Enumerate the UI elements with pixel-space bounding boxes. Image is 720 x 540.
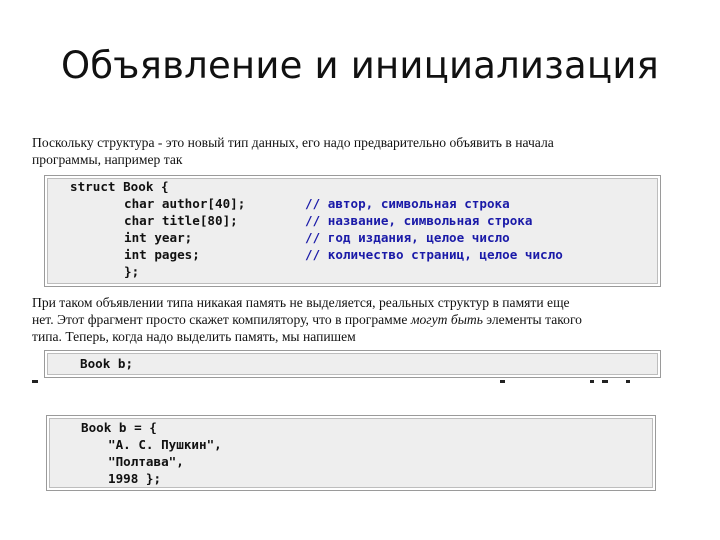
explanation-emphasis: могут быть (410, 312, 483, 327)
explanation-line-2-end: элементы такого (482, 312, 582, 327)
explanation-line-1: При таком объявлении типа никакая память не выделяется, реальных структур в памяти еще (32, 295, 570, 310)
struct-header: struct Book { (70, 179, 169, 194)
declare-statement: Book b; (80, 356, 134, 371)
intro-line-2: программы, например так (32, 152, 183, 167)
init-line-1: Book b = { (81, 420, 157, 435)
slide-title: Объявление и инициализация (60, 44, 660, 87)
explanation-line-3: типа. Теперь, когда надо выделить память, мы напишем (32, 329, 356, 344)
init-line-2: "А. С. Пушкин", (108, 437, 222, 452)
field-decl-title: char title[80]; (124, 213, 238, 228)
field-comment-year: // год издания, целое число (305, 230, 510, 245)
struct-code-block (44, 175, 661, 287)
explanation-line-2-start: нет. Этот фрагмент просто скажет компилятору, что в программе (32, 312, 411, 327)
intro-line-1: Поскольку структура - это новый тип данных, его надо предварительно объявить в начала (32, 135, 554, 150)
field-decl-author: char author[40]; (124, 196, 246, 211)
field-comment-title: // название, символьная строка (305, 213, 533, 228)
init-line-3: "Полтава", (108, 454, 184, 469)
init-line-4: 1998 }; (108, 471, 162, 486)
field-decl-pages: int pages; (124, 247, 200, 262)
init-code-block (46, 415, 656, 491)
field-comment-pages: // количество страниц, целое число (305, 247, 563, 262)
explanation-paragraph (32, 294, 672, 345)
field-decl-year: int year; (124, 230, 193, 245)
declare-code-block (44, 350, 661, 378)
cropped-text-fragment (30, 378, 660, 386)
explanation-line-2 (32, 311, 672, 328)
intro-paragraph (32, 134, 672, 168)
struct-footer: }; (124, 264, 140, 279)
field-comment-author: // автор, символьная строка (305, 196, 510, 211)
